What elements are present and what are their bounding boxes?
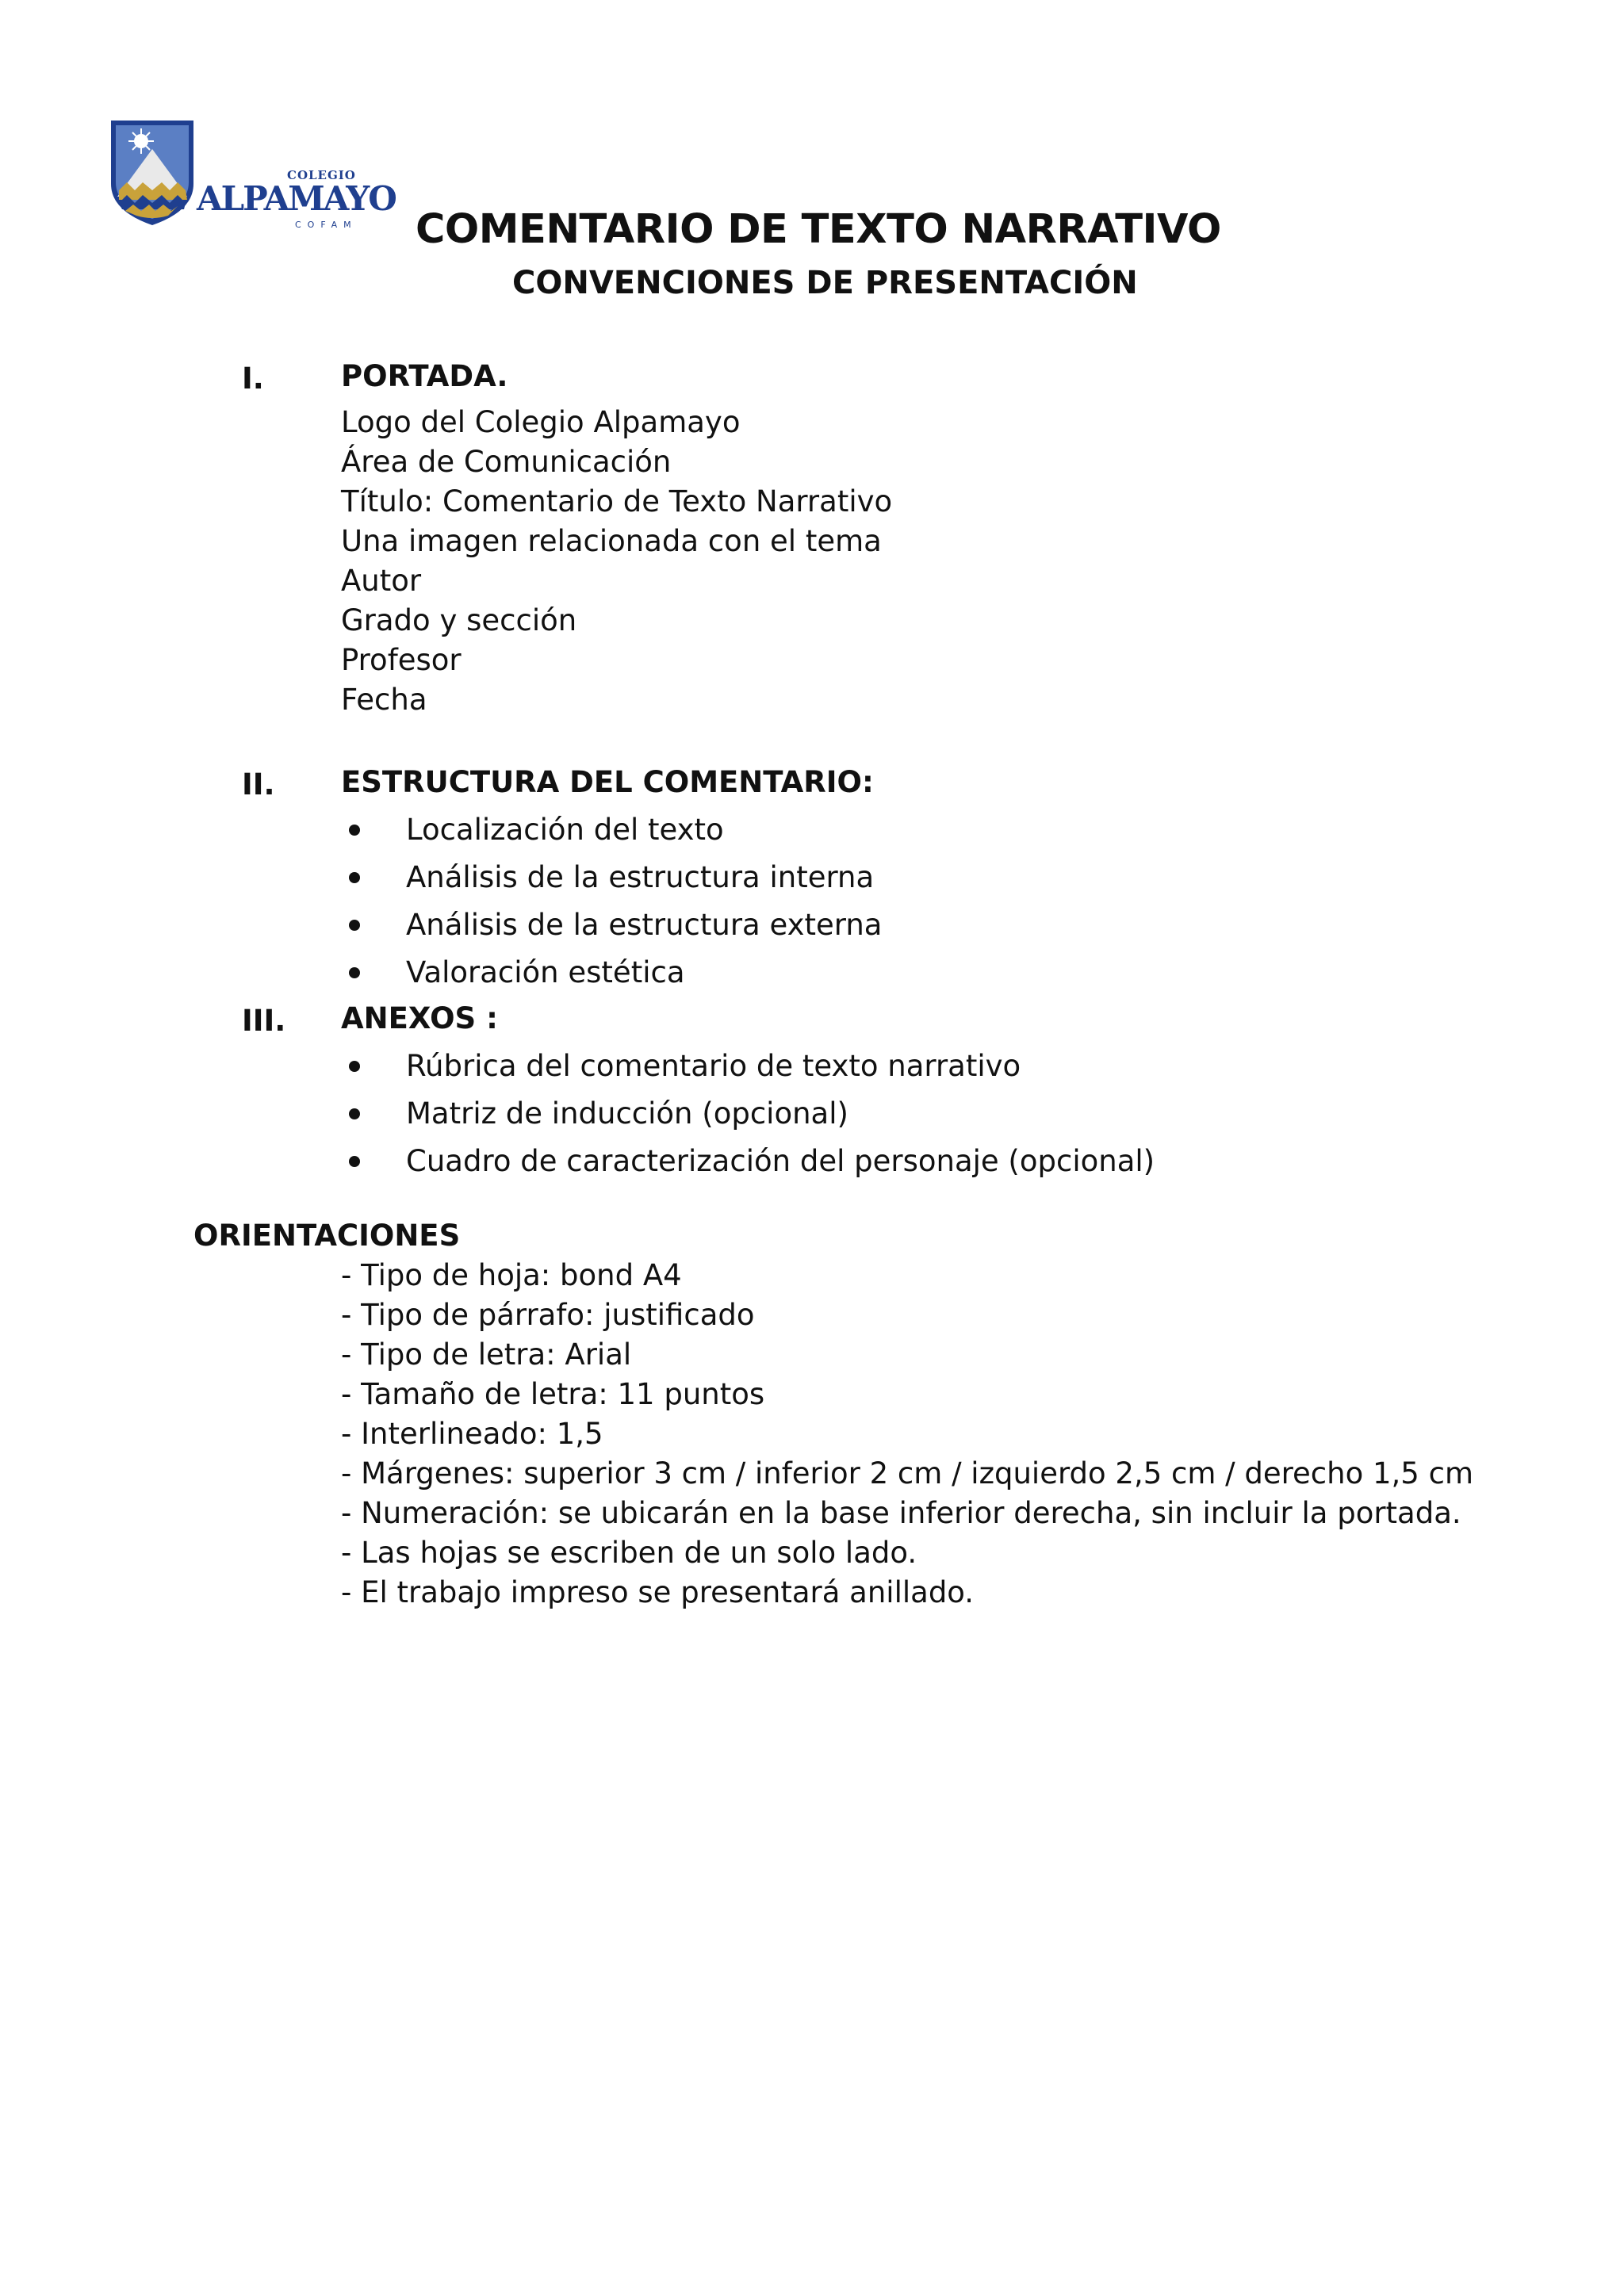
page-subtitle: CONVENCIONES DE PRESENTACIÓN bbox=[512, 265, 1138, 301]
logo-sub-text: COFAM bbox=[295, 220, 358, 230]
section-1-heading: PORTADA. bbox=[341, 359, 508, 393]
list-item: Área de Comunicación bbox=[341, 445, 672, 479]
list-item: - Márgenes: superior 3 cm / inferior 2 cm / izquierdo 2,5 cm / derecho 1,5 cm bbox=[341, 1456, 1473, 1490]
list-item: Grado y sección bbox=[341, 603, 577, 637]
list-item: - Tipo de letra: Arial bbox=[341, 1337, 632, 1372]
section-2-numeral: II. bbox=[242, 767, 275, 802]
list-item: Título: Comentario de Texto Narrativo bbox=[341, 484, 893, 519]
list-item: Cuadro de caracterización del personaje (opcional) bbox=[406, 1144, 1155, 1178]
list-item: - Tipo de párrafo: justificado bbox=[341, 1298, 755, 1332]
list-item: Localización del texto bbox=[406, 813, 724, 847]
bullet-icon bbox=[349, 872, 360, 883]
bullet-icon bbox=[349, 825, 360, 836]
bullet-icon bbox=[349, 1156, 360, 1167]
section-2-heading: ESTRUCTURA DEL COMENTARIO: bbox=[341, 765, 874, 799]
section-1-numeral: I. bbox=[242, 362, 264, 396]
list-item: - Numeración: se ubicarán en la base inferior derecha, sin incluir la portada. bbox=[341, 1496, 1461, 1530]
logo-name-text: ALPAMAYO bbox=[197, 179, 396, 218]
section-3-heading: ANEXOS : bbox=[341, 1001, 498, 1035]
bullet-icon bbox=[349, 967, 360, 978]
orientaciones-heading: ORIENTACIONES bbox=[193, 1219, 461, 1253]
list-item: Rúbrica del comentario de texto narrativo bbox=[406, 1049, 1021, 1083]
list-item: Valoración estética bbox=[406, 955, 685, 989]
list-item: - Tamaño de letra: 11 puntos bbox=[341, 1377, 765, 1411]
list-item: Autor bbox=[341, 564, 422, 598]
list-item: Matriz de inducción (opcional) bbox=[406, 1096, 848, 1131]
list-item: - Tipo de hoja: bond A4 bbox=[341, 1258, 682, 1292]
shield-icon bbox=[108, 117, 197, 228]
section-3-numeral: III. bbox=[242, 1004, 286, 1038]
logo-colegio-text: COLEGIO bbox=[287, 168, 356, 182]
list-item: Logo del Colegio Alpamayo bbox=[341, 405, 741, 439]
bullet-icon bbox=[349, 1061, 360, 1072]
list-item: - Las hojas se escriben de un solo lado. bbox=[341, 1536, 917, 1570]
bullet-icon bbox=[349, 1108, 360, 1119]
document-title bbox=[416, 206, 1221, 253]
page-title: COMENTARIO DE TEXTO NARRATIVO bbox=[416, 206, 1221, 253]
list-item: Profesor bbox=[341, 643, 462, 677]
list-item: Análisis de la estructura interna bbox=[406, 860, 875, 894]
list-item: Fecha bbox=[341, 683, 427, 717]
list-item: - El trabajo impreso se presentará anillado. bbox=[341, 1575, 975, 1609]
school-logo bbox=[108, 117, 396, 230]
list-item: - Interlineado: 1,5 bbox=[341, 1417, 603, 1451]
list-item: Una imagen relacionada con el tema bbox=[341, 524, 882, 558]
list-item: Análisis de la estructura externa bbox=[406, 908, 883, 942]
bullet-icon bbox=[349, 920, 360, 931]
